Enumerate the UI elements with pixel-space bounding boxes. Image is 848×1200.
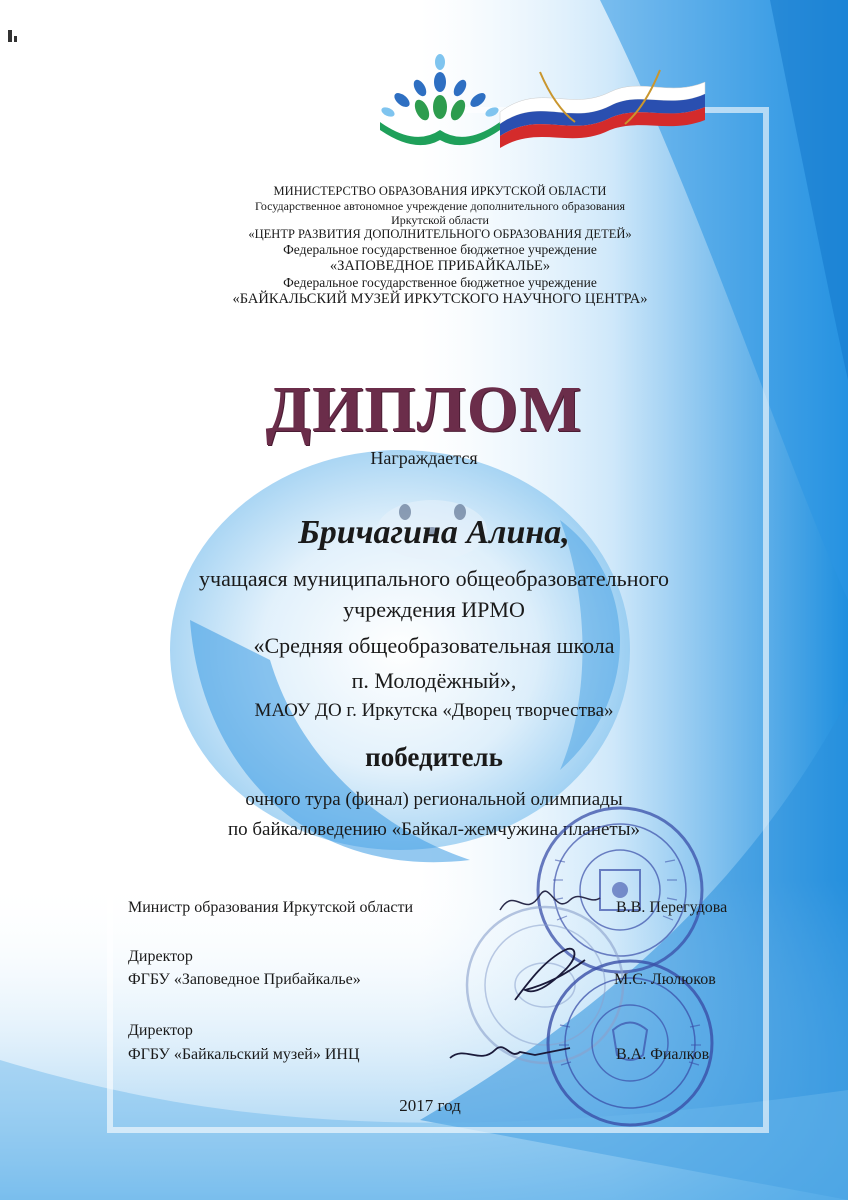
issuer-center: «ЦЕНТР РАЗВИТИЯ ДОПОЛНИТЕЛЬНОГО ОБРАЗОВАНИЯ ДЕТЕЙ» [248,227,632,242]
issuer-reserve: «ЗАПОВЕДНОЕ ПРИБАЙКАЛЬЕ» [329,257,551,274]
recipient-school-line: учреждения ИРМО [343,597,525,622]
signatory-name: В.В. Перегудова [616,899,728,916]
award-description: по байкаловедению «Байкал-жемчужина планеты» [227,819,641,840]
issuer-line: Федеральное государственное бюджетное учреждение [283,274,597,290]
signature-reserve-director [505,940,595,1010]
signatory-name: М.С. Люлюков [614,971,716,988]
signatory-position: Министр образования Иркутской области [128,899,413,916]
issuer-line: Государственное автономное учреждение дополнительного образования [254,198,626,213]
award-status: победитель [365,742,503,772]
signatory-position: Директор [128,1022,193,1039]
recipient-school-line: учащаяся муниципального общеобразовательного [199,566,669,591]
issuer-museum: «БАЙКАЛЬСКИЙ МУЗЕЙ ИРКУТСКОГО НАУЧНОГО ЦЕНТРА» [232,290,648,307]
signature-minister [495,880,605,925]
signatory-position: Директор [128,948,193,965]
signatory-position: ФГБУ «Заповедное Прибайкалье» [128,971,361,988]
issuer-line: Иркутской области [391,212,489,227]
recipient-name: Бричагина Алина, [298,514,570,551]
signatory-position: ФГБУ «Байкальский музей» ИНЦ [128,1046,360,1063]
issue-year: 2017 год [399,1096,461,1115]
recipient-school-line: МАОУ ДО г. Иркутска «Дворец творчества» [254,700,614,721]
recipient-school-line: п. Молодёжный», [351,668,517,693]
issuer-line: Федеральное государственное бюджетное учреждение [283,241,597,257]
issuer-ministry: МИНИСТЕРСТВО ОБРАЗОВАНИЯ ИРКУТСКОЙ ОБЛАСТИ [273,184,607,198]
award-description: очного тура (финал) региональной олимпиады [245,789,623,810]
signatory-name: В.А. Фиалков [616,1046,710,1063]
signature-museum-director [445,1030,575,1070]
ministry-logo [360,52,720,157]
recipient-school-line: «Средняя общеобразовательная школа [253,633,615,658]
awarded-label: Награждается [370,448,478,468]
issuer-header [150,184,730,308]
diploma-title: ДИПЛОМ [265,373,583,446]
